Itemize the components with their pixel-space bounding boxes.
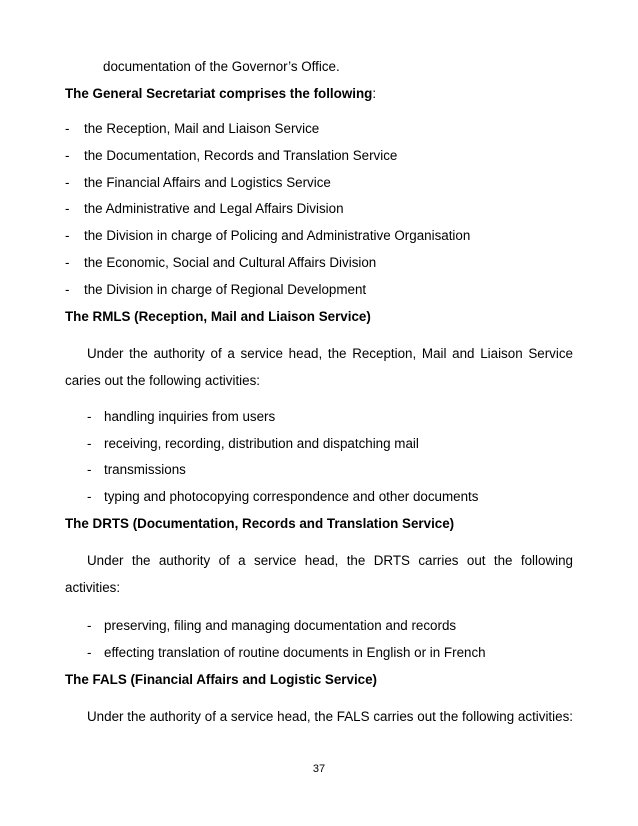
gs-heading-line (65, 86, 376, 102)
list-dash: - (65, 228, 70, 243)
rmls-paragraph-line-2: caries out the following activities: (65, 373, 261, 388)
drts-paragraph-line-1: Under the authority of a service head, the DRTS carries out the following (87, 553, 573, 568)
list-item-text: typing and photocopying correspondence and other documents (104, 489, 479, 504)
list-item-text: the Financial Affairs and Logistics Service (84, 175, 331, 190)
list-dash: - (87, 645, 92, 660)
list-dash: - (65, 121, 70, 136)
list-dash: - (87, 436, 92, 451)
drts-heading: The DRTS (Documentation, Records and Translation Service) (65, 516, 455, 531)
list-item-text: the Documentation, Records and Translation Service (84, 148, 398, 163)
gs-heading-colon: : (372, 86, 377, 101)
list-item-text: transmissions (104, 462, 186, 477)
list-item-text: the Economic, Social and Cultural Affairs Division (84, 255, 377, 270)
list-item-text: effecting translation of routine documents in English or in French (104, 645, 486, 660)
page-number: 37 (312, 763, 326, 775)
list-dash: - (65, 282, 70, 297)
list-dash: - (87, 462, 92, 477)
list-dash: - (65, 201, 70, 216)
rmls-paragraph-line-1: Under the authority of a service head, the Reception, Mail and Liaison Service (87, 346, 573, 361)
list-item-text: the Division in charge of Policing and Administrative Organisation (84, 228, 471, 243)
continuation-line: documentation of the Governor’s Office. (103, 59, 340, 74)
list-dash: - (87, 618, 92, 633)
list-item-text: handling inquiries from users (104, 409, 276, 424)
fals-heading: The FALS (Financial Affairs and Logistic Service) (65, 672, 378, 687)
list-item-text: the Division in charge of Regional Development (84, 282, 367, 297)
list-dash: - (65, 255, 70, 270)
list-dash: - (87, 409, 92, 424)
list-item-text: the Reception, Mail and Liaison Service (84, 121, 320, 136)
list-dash: - (65, 175, 70, 190)
list-item-text: the Administrative and Legal Affairs Division (84, 201, 344, 216)
list-dash: - (87, 489, 92, 504)
drts-paragraph-line-2: activities: (65, 580, 121, 595)
list-item-text: receiving, recording, distribution and dispatching mail (104, 436, 419, 451)
list-item-text: preserving, filing and managing documentation and records (104, 618, 457, 633)
gs-heading: The General Secretariat comprises the following (65, 86, 373, 101)
list-dash: - (65, 148, 70, 163)
fals-paragraph-line-1: Under the authority of a service head, the FALS carries out the following activities: (87, 709, 573, 724)
rmls-heading: The RMLS (Reception, Mail and Liaison Service) (65, 309, 371, 324)
